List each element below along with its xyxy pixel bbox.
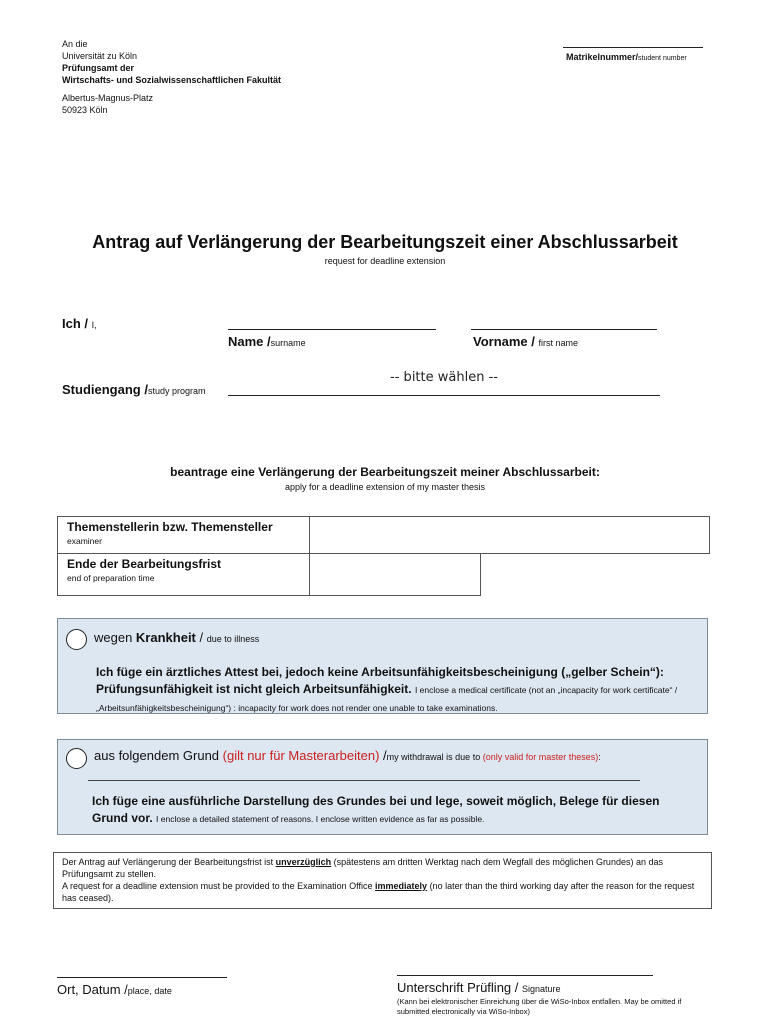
place-date-input-line[interactable] (57, 977, 227, 978)
name-label: Name /surname (228, 334, 306, 349)
first-name-label: Vorname / first name (473, 334, 579, 349)
notice-english: A request for a deadline extension must be provided to the Examination Office immediately (no later than the third working day after the reason for the request has ceased). (62, 881, 695, 903)
illness-radio[interactable] (66, 629, 87, 650)
thesis-info-table (57, 516, 710, 596)
request-heading: beantrage eine Verlängerung der Bearbeitungszeit meiner Abschlussarbeit: (170, 465, 600, 479)
illness-option-box (57, 618, 708, 714)
table-empty-cell (481, 554, 710, 596)
study-program-label: Studiengang /study program (62, 382, 206, 397)
address-line: An die (62, 39, 88, 49)
table-row (58, 517, 710, 554)
name-input-line[interactable] (228, 329, 436, 330)
address-line: Albertus-Magnus-Platz (62, 93, 154, 103)
notice-german: Der Antrag auf Verlängerung der Bearbeitungsfrist ist unverzüglich (spätestens am dritten Werktag nach dem Wegfall des möglichen Grundes) an das Prüfungsamt zu stellen. (62, 857, 663, 879)
examiner-sub-label: examiner (67, 536, 102, 546)
deadline-sub-label: end of preparation time (67, 573, 155, 583)
deadline-label-cell (58, 554, 310, 596)
deadline-input-cell[interactable] (310, 554, 481, 596)
reason-option-box (57, 739, 708, 835)
address-line: Universität zu Köln (62, 51, 138, 61)
examiner-label: Themenstellerin bzw. Themensteller (67, 520, 273, 534)
illness-option-text: Ich füge ein ärztliches Attest bei, jedoch keine Arbeitsunfähigkeitsbescheinigung („gelber Schein“): Prüfungsunfähigkeit ist nicht gleich Arbeitsunfähigkeit. I enclose a medical certificate (not an „incapacity for work certificate“ / „Arbeitsunfähigkeitsbescheinigung“) : incapacity for work does not render one unable to take examinations. (96, 665, 678, 713)
deadline-label: Ende der Bearbeitungsfrist (67, 557, 222, 571)
signature-label: Unterschrift Prüfling / Signature (397, 980, 561, 995)
reason-input-line[interactable] (88, 780, 640, 781)
reason-option-label: aus folgendem Grund (gilt nur für Masterarbeiten) /my withdrawal is due to (only valid for master theses): (94, 748, 601, 763)
signature-note: (Kann bei elektronischer Einreichung über die WiSo-Inbox entfallen. May be omitted if submitted electronically via WiSo-Inbox) (397, 997, 682, 1016)
examiner-label-cell (58, 517, 310, 554)
page-title: Antrag auf Verlängerung der Bearbeitungszeit einer Abschlussarbeit (92, 232, 678, 252)
page-subtitle: request for deadline extension (324, 256, 446, 266)
address-line: Prüfungsamt der (62, 63, 135, 73)
recipient-address (62, 38, 281, 116)
matrikel-label: Matrikelnummer/student number (566, 52, 687, 62)
ich-label: Ich / I, (62, 316, 97, 331)
first-name-input-line[interactable] (471, 329, 657, 330)
signature-input-line[interactable] (397, 975, 653, 976)
examiner-input-cell[interactable] (310, 517, 710, 554)
reason-option-text: Ich füge eine ausführliche Darstellung des Grundes bei und lege, soweit möglich, Belege für diesen Grund vor. I enclose a detailed statement of reasons. I enclose written evidence as far as possible. (92, 794, 660, 825)
illness-option-label: wegen Krankheit / due to illness (94, 630, 260, 645)
address-line: 50923 Köln (62, 105, 108, 115)
reason-radio[interactable] (66, 748, 87, 769)
matrikel-input-line[interactable] (563, 47, 703, 48)
address-line: Wirtschafts- und Sozialwissenschaftlichen Fakultät (62, 75, 281, 85)
deadline-notice (53, 852, 712, 909)
place-date-label: Ort, Datum /place, date (57, 982, 172, 997)
table-row (58, 554, 710, 596)
study-program-select[interactable]: -- bitte wählen -- (228, 370, 660, 396)
request-subheading: apply for a deadline extension of my master thesis (284, 482, 486, 492)
